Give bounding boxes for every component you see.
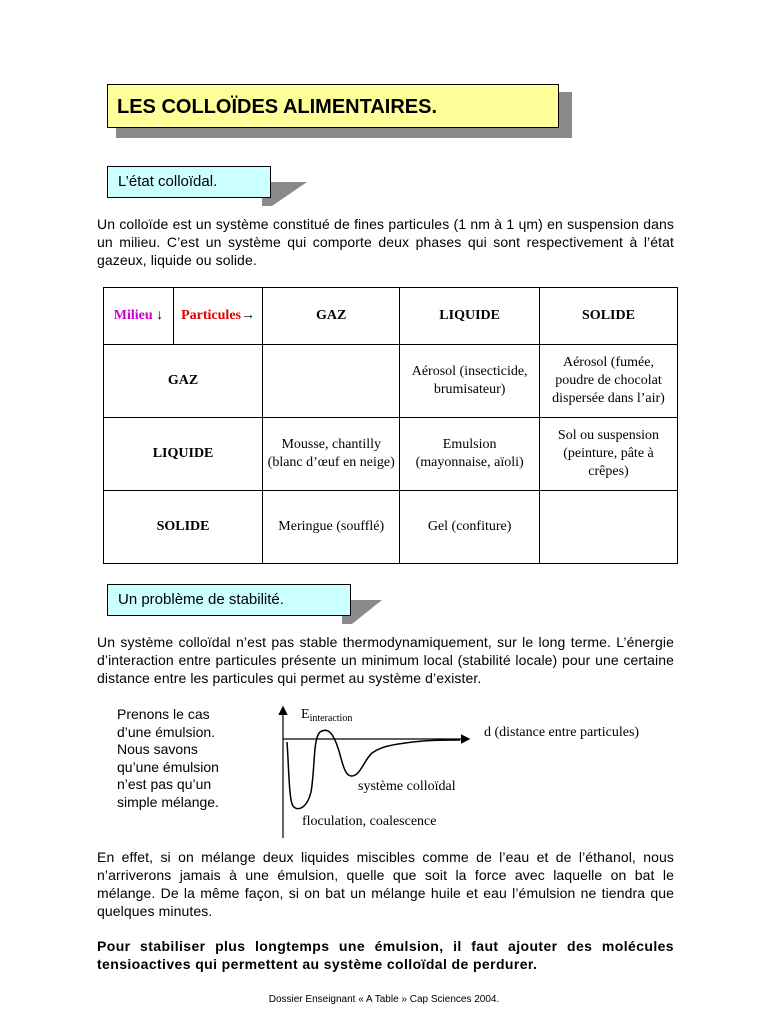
section2-paragraph: Un système colloïdal n’est pas stable thermodynamiquement, sur le long terme. L’énergie d’interaction entre particules présente un minimum local (stabilité locale) pour une certaine distance entre les particules qui permet au système d’exister. [97, 634, 674, 686]
label-colloidal-system: système colloïdal [358, 779, 456, 794]
label-floculation: floculation, coalescence [302, 814, 437, 829]
paragraph-3: En effet, si on mélange deux liquides miscibles comme de l’eau et de l’éthanol, nous n’arriverons jamais à une émulsion, quelle que soit la force avec laquelle on bat le mélange. De la même façon, si on bat un mélange huile et eau l’émulsion ne tiendra que quelques minutes. [97, 849, 674, 919]
side-text-line: n’est pas qu’un [117, 776, 212, 792]
page-title: LES COLLOÏDES ALIMENTAIRES. [107, 84, 559, 128]
row-header: SOLIDE [104, 491, 263, 564]
y-axis-label: $E_{interaction}$ [301, 707, 353, 724]
footer: Dossier Enseignant « A Table » Cap Sciences 2004. [268, 994, 500, 1005]
energy-curve [287, 730, 460, 808]
row-header: GAZ [104, 345, 263, 418]
column-header: SOLIDE [539, 288, 677, 345]
corner-particules: Particules [181, 308, 241, 323]
colloid-table [103, 287, 678, 564]
table-cell: Meringue (soufflé) [263, 491, 400, 564]
side-text-line: qu’une émulsion [117, 758, 219, 775]
side-text [117, 706, 257, 811]
interaction-energy-diagram [260, 700, 680, 840]
side-text-line: simple mélange. [117, 793, 219, 810]
table-cell: Aérosol (insecticide, brumisateur) [400, 345, 540, 418]
table-row [104, 418, 678, 491]
row-header: LIQUIDE [104, 418, 263, 491]
table-cell: Aérosol (fumée, poudre de chocolat dispersée dans l’air) [539, 345, 677, 418]
right-arrow-icon: → [240, 308, 255, 323]
corner-milieu: Milieu [113, 308, 153, 323]
x-axis-label: d (distance entre particules) [484, 725, 640, 740]
column-header: GAZ [263, 288, 400, 345]
table-cell [263, 345, 400, 418]
down-arrow-icon: ↓ [156, 308, 164, 323]
section2-heading: Un problème de stabilité. [107, 584, 351, 616]
table-cell: Gel (confiture) [400, 491, 540, 564]
section1-heading: L’état colloïdal. [107, 166, 271, 198]
bold-conclusion: Pour stabiliser plus longtemps une émulsion, il faut ajouter des molécules tensioactives qui permettent au système colloïdal de perdurer. [97, 938, 674, 972]
table-cell: Emulsion (mayonnaise, aïoli) [400, 418, 540, 491]
table-cell: Sol ou suspension (peinture, pâte à crêpes) [539, 418, 677, 491]
side-text-line: Nous savons [117, 741, 198, 757]
table-row [104, 345, 678, 418]
table-corner-cell [104, 288, 263, 345]
side-text-line: Prenons le cas [117, 706, 210, 722]
column-header: LIQUIDE [400, 288, 540, 345]
table-cell [539, 491, 677, 564]
section1-paragraph: Un colloïde est un système constitué de fines particules (1 nm à 1 ɥm) en suspension dans un milieu. C’est un système qui comporte deux phases qui sont respectivement à l’état gazeux, liquide ou solide. [97, 216, 674, 268]
table-cell: Mousse, chantilly (blanc d’œuf en neige) [263, 418, 400, 491]
table-row [104, 491, 678, 564]
side-text-line: d’une émulsion. [117, 723, 216, 740]
